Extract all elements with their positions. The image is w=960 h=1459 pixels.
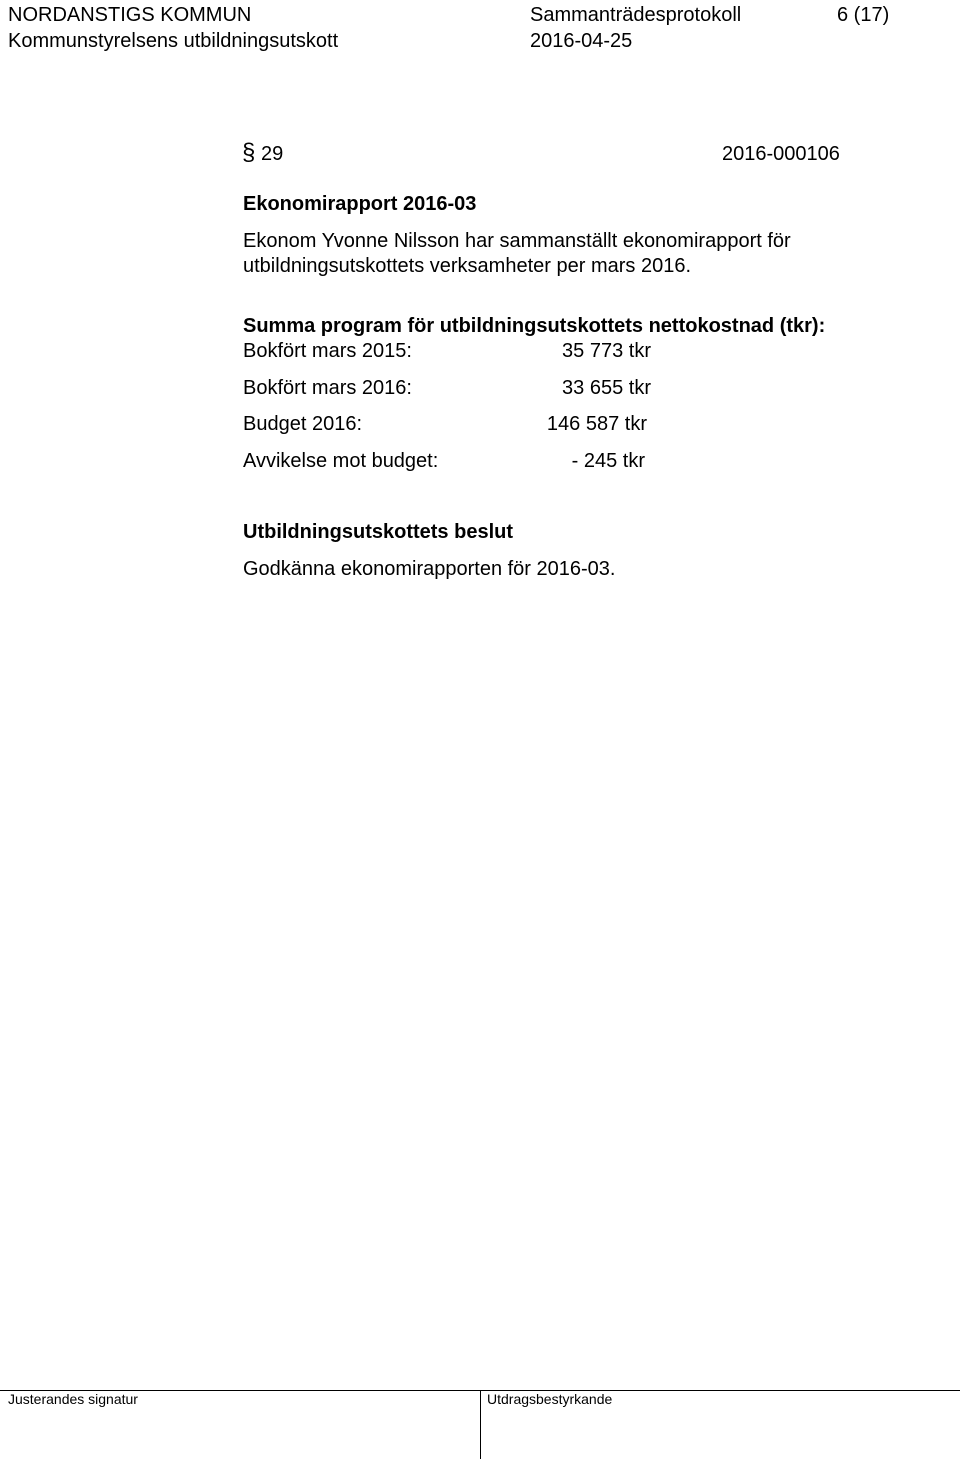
- summary-row-label: Bokfört mars 2016:: [243, 377, 412, 399]
- municipality-name: NORDANSTIGS KOMMUN: [8, 4, 252, 26]
- decision-heading: Utbildningsutskottets beslut: [243, 521, 513, 543]
- intro-line-2: utbildningsutskottets verksamheter per mars 2016.: [243, 255, 691, 277]
- paragraph-number: 29: [261, 143, 284, 165]
- intro-line-1: Ekonom Yvonne Nilsson har sammanställt ekonomirapport för: [243, 230, 791, 252]
- certification-label: Utdragsbestyrkande: [487, 1391, 613, 1407]
- summary-row-value: 33 655 tkr: [562, 377, 651, 399]
- case-number: 2016-000106: [722, 143, 840, 165]
- committee-name: Kommunstyrelsens utbildningsutskott: [8, 30, 339, 52]
- summary-row-value: - 245 tkr: [571, 450, 645, 472]
- summary-row-value: 35 773 tkr: [562, 340, 651, 362]
- section-sign-icon: §: [242, 139, 256, 166]
- page-number: 6 (17): [837, 4, 890, 26]
- summary-row-value: 146 587 tkr: [546, 413, 647, 435]
- page-title: Ekonomirapport 2016-03: [243, 193, 477, 215]
- document-type: Sammanträdesprotokoll: [530, 4, 742, 26]
- signature-label: Justerandes signatur: [8, 1391, 138, 1407]
- meeting-date: 2016-04-25: [530, 30, 633, 52]
- decision-text: Godkänna ekonomirapporten för 2016-03.: [243, 558, 616, 580]
- summary-row-label: Budget 2016:: [243, 413, 362, 435]
- summary-heading: Summa program för utbildningsutskottets nettokostnad (tkr):: [243, 315, 826, 337]
- summary-row-label: Avvikelse mot budget:: [243, 450, 439, 472]
- footer-divider: [480, 1390, 481, 1459]
- summary-row-label: Bokfört mars 2015:: [243, 340, 412, 362]
